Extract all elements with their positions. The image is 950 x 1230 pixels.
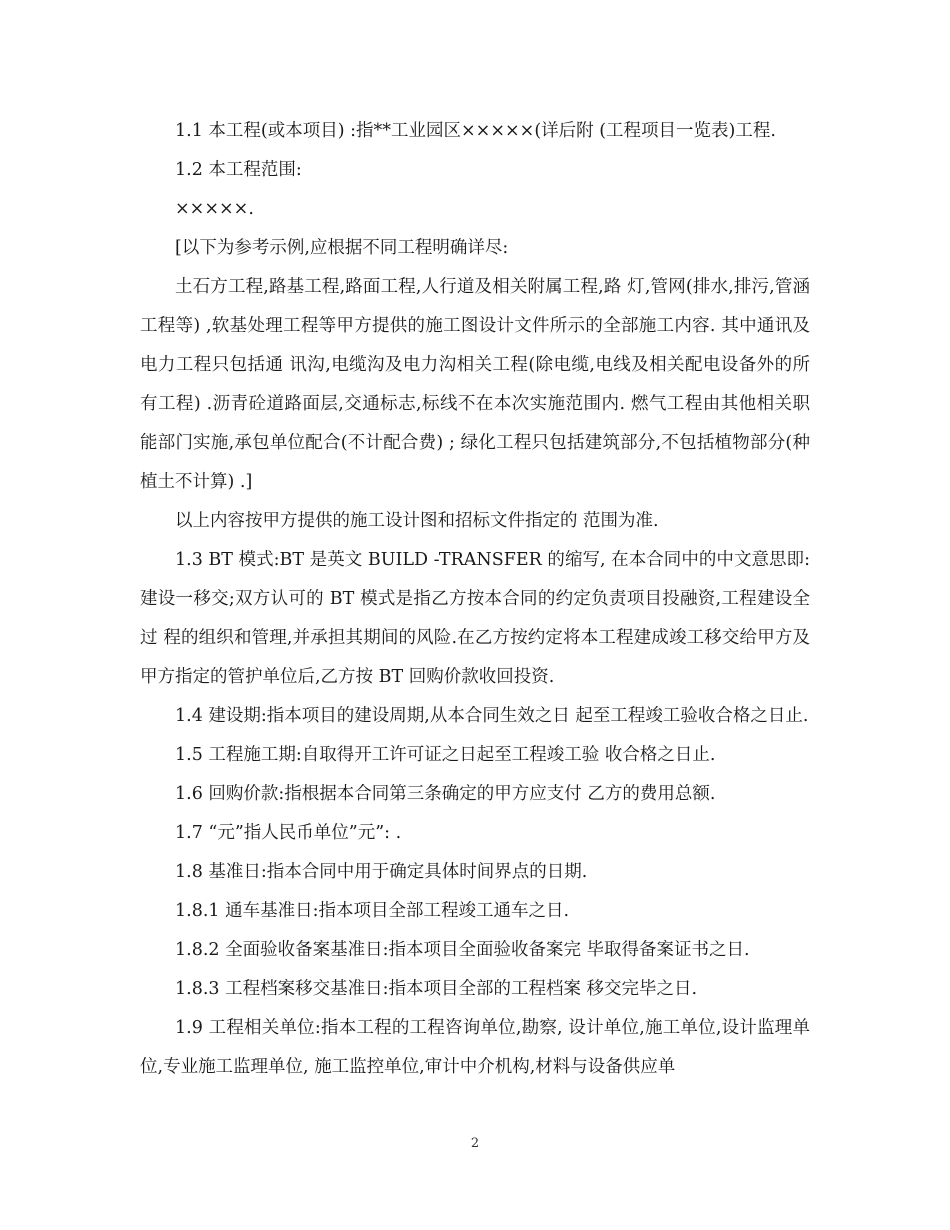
page-number: 2 [470,1136,480,1151]
paragraph-1-5: 1.5 工程施工期:自取得开工许可证之日起至工程竣工验 收合格之日止. [175,745,716,765]
paragraph-scope-basis: 以上内容按甲方提供的施工设计图和招标文件指定的 范围为准. [175,511,659,531]
paragraph-1-2: 1.2 本工程范围: [175,160,302,180]
paragraph-1-8-2: 1.8.2 全面验收备案基准日:指本项目全面验收备案完 毕取得备案证书之日. [175,940,750,960]
paragraph-reference-intro: [以下为参考示例,应根据不同工程明确详尽: [175,238,509,258]
document-body [140,112,810,1087]
paragraph-1-7: 1.7 “元”指人民币单位”元”: . [175,823,402,843]
paragraph-reference-example: 土石方工程,路基工程,路面工程,人行道及相关附属工程,路 灯,管网(排水,排污,管涵工程等) ,软基处理工程等甲方提供的施工图设计文件所示的全部施工内容. 其中通讯及电力工程只包括通 讯沟,电缆沟及电力沟相关工程(除电缆,电线及相关配电设备外的所有工程) .沥青砼道路面层,交通标志,标线不在本次实施范围内. 燃气工程由其他相关职能部门实施,承包单位配合(不计配合费) ; 绿化工程只包括建筑部分,不包括植物部分(种植土不计算) .] [140,277,810,492]
paragraph-1-4: 1.4 建设期:指本项目的建设周期,从本合同生效之日 起至工程竣工验收合格之日止. [175,706,809,726]
paragraph-1-6: 1.6 回购价款:指根据本合同第三条确定的甲方应支付 乙方的费用总额. [175,784,716,804]
paragraph-1-8: 1.8 基准日:指本合同中用于确定具体时间界点的日期. [175,862,588,882]
paragraph-1-9: 1.9 工程相关单位:指本工程的工程咨询单位,勘察, 设计单位,施工单位,设计监理单位,专业施工监理单位, 施工监控单位,审计中介机构,材料与设备供应单 [140,1018,810,1077]
paragraph-1-8-1: 1.8.1 通车基准日:指本项目全部工程竣工通车之日. [175,901,570,921]
paragraph-1-1: 1.1 本工程(或本项目) :指**工业园区×××××(详后附 (工程项目一览表)工程. [175,121,776,141]
paragraph-1-3: 1.3 BT 模式:BT 是英文 BUILD -TRANSFER 的缩写, 在本合同中的中文意思即:建设一移交;双方认可的 BT 模式是指乙方按本合同的约定负责项目投融资,工程建设全过 程的组织和管理,并承担其期间的风险.在乙方按约定将本工程建成竣工移交给甲方及甲方指定的管护单位后,乙方按 BT 回购价款收回投资. [140,550,810,687]
paragraph-scope-placeholder: ×××××. [175,199,254,219]
paragraph-1-8-3: 1.8.3 工程档案移交基准日:指本项目全部的工程档案 移交完毕之日. [175,979,698,999]
